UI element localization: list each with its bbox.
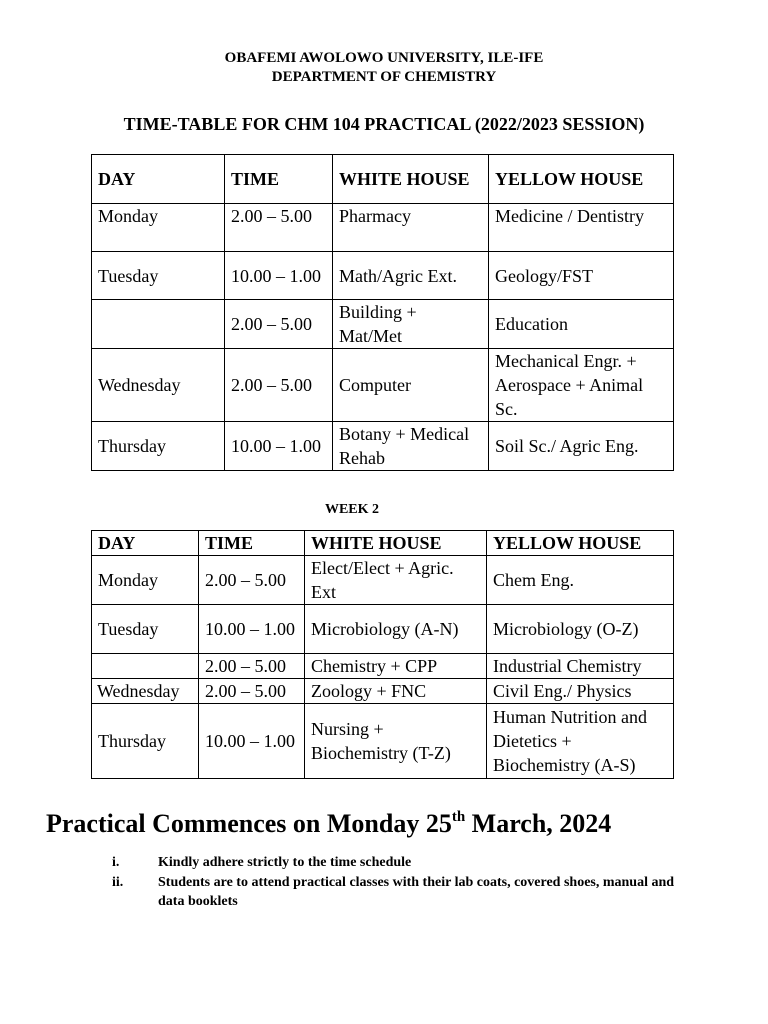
table-row xyxy=(92,204,674,252)
cell-day: Monday xyxy=(92,556,199,605)
note-number: ii. xyxy=(112,875,124,890)
column-header-white-house: WHITE HOUSE xyxy=(305,531,487,556)
department-name: DEPARTMENT OF CHEMISTRY xyxy=(271,69,497,85)
column-header-day: DAY xyxy=(92,531,199,556)
timetable-title: TIME-TABLE FOR CHM 104 PRACTICAL (2022/2023 SESSION) xyxy=(123,114,645,134)
cell-white-house: Nursing + Biochemistry (T-Z) xyxy=(305,704,487,779)
column-header-time: TIME xyxy=(199,531,305,556)
cell-day xyxy=(92,654,199,679)
column-header-yellow-house: YELLOW HOUSE xyxy=(489,155,674,204)
cell-day: Tuesday xyxy=(92,252,225,300)
cell-white-house: Building + Mat/Met xyxy=(333,300,489,349)
week1-table xyxy=(91,154,674,471)
cell-yellow-house: Education xyxy=(489,300,674,349)
table-row xyxy=(92,679,674,704)
cell-white-house: Computer xyxy=(333,349,489,422)
column-header-day: DAY xyxy=(92,155,225,204)
week2-label: WEEK 2 xyxy=(324,502,380,517)
cell-time: 10.00 – 1.00 xyxy=(199,605,305,654)
cell-day: Tuesday xyxy=(92,605,199,654)
table-row xyxy=(92,300,674,349)
table-header-row xyxy=(92,531,674,556)
university-name: OBAFEMI AWOLOWO UNIVERSITY, ILE-IFE xyxy=(224,50,544,66)
cell-day xyxy=(92,300,225,349)
table-row xyxy=(92,654,674,679)
cell-day: Wednesday xyxy=(92,679,199,704)
cell-day: Monday xyxy=(92,204,225,252)
note-text: Students are to attend practical classes with their lab coats, covered shoes, manual and data booklets xyxy=(158,875,675,909)
cell-white-house: Pharmacy xyxy=(333,204,489,252)
cell-time: 10.00 – 1.00 xyxy=(225,252,333,300)
table-row xyxy=(92,704,674,779)
cell-time: 10.00 – 1.00 xyxy=(199,704,305,779)
cell-time: 2.00 – 5.00 xyxy=(199,679,305,704)
cell-day: Wednesday xyxy=(92,349,225,422)
cell-white-house: Math/Agric Ext. xyxy=(333,252,489,300)
column-header-white-house: WHITE HOUSE xyxy=(333,155,489,204)
column-header-time: TIME xyxy=(225,155,333,204)
cell-time: 2.00 – 5.00 xyxy=(199,654,305,679)
commencement-ordinal: th xyxy=(451,809,466,825)
cell-yellow-house: Geology/FST xyxy=(489,252,674,300)
cell-yellow-house: Chem Eng. xyxy=(487,556,674,605)
table-row xyxy=(92,556,674,605)
table-row xyxy=(92,422,674,471)
commencement-suffix: March, 2024 xyxy=(465,809,612,838)
cell-day: Thursday xyxy=(92,704,199,779)
cell-white-house: Zoology + FNC xyxy=(305,679,487,704)
table-row xyxy=(92,605,674,654)
cell-time: 2.00 – 5.00 xyxy=(225,349,333,422)
table-row xyxy=(92,349,674,422)
cell-yellow-house: Microbiology (O-Z) xyxy=(487,605,674,654)
note-text: Kindly adhere strictly to the time schedule xyxy=(158,855,412,870)
commencement-prefix: Practical Commences on Monday 25 xyxy=(46,809,452,838)
cell-yellow-house: Human Nutrition and Dietetics + Biochemistry (A-S) xyxy=(487,704,674,779)
week2-table xyxy=(91,530,674,779)
cell-yellow-house: Soil Sc./ Agric Eng. xyxy=(489,422,674,471)
cell-white-house: Botany + Medical Rehab xyxy=(333,422,489,471)
cell-white-house: Microbiology (A-N) xyxy=(305,605,487,654)
cell-day: Thursday xyxy=(92,422,225,471)
table-row xyxy=(92,252,674,300)
cell-time: 2.00 – 5.00 xyxy=(225,204,333,252)
cell-yellow-house: Industrial Chemistry xyxy=(487,654,674,679)
cell-yellow-house: Civil Eng./ Physics xyxy=(487,679,674,704)
table-header-row xyxy=(92,155,674,204)
note-number: i. xyxy=(112,855,120,870)
cell-white-house: Chemistry + CPP xyxy=(305,654,487,679)
cell-time: 2.00 – 5.00 xyxy=(225,300,333,349)
cell-yellow-house: Mechanical Engr. + Aerospace + Animal Sc. xyxy=(489,349,674,422)
commencement-notice xyxy=(46,807,746,841)
column-header-yellow-house: YELLOW HOUSE xyxy=(487,531,674,556)
cell-yellow-house: Medicine / Dentistry xyxy=(489,204,674,252)
cell-time: 2.00 – 5.00 xyxy=(199,556,305,605)
cell-white-house: Elect/Elect + Agric. Ext xyxy=(305,556,487,605)
cell-time: 10.00 – 1.00 xyxy=(225,422,333,471)
